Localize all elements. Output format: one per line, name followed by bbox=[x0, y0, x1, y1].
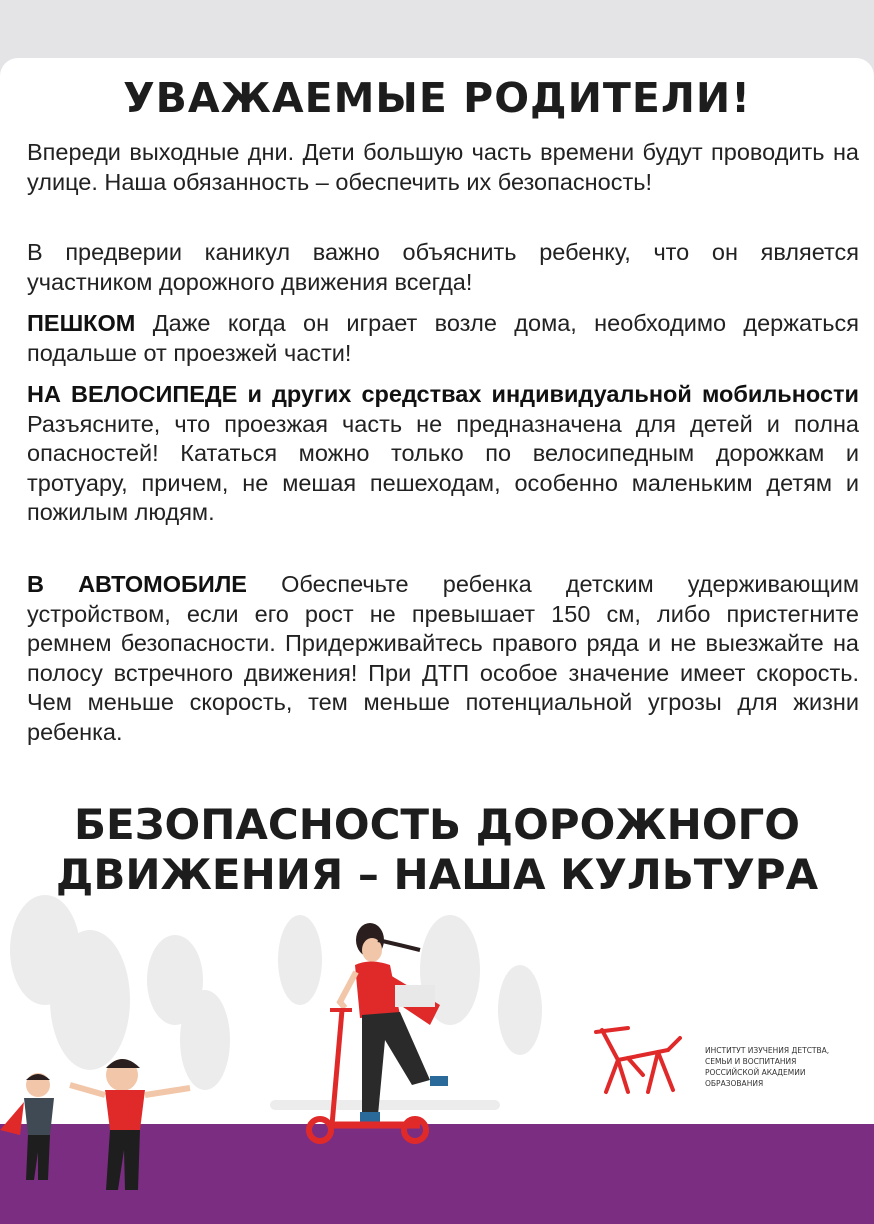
bicycle-text: Разъясните, что проезжая часть не предназначена для детей и полна опасностей! Кататься можно только по велосипедным дорожкам и тротуару, причем, не мешая пешеходам, особенно маленьким детям и пожилым людям. bbox=[27, 410, 859, 525]
paragraph-car bbox=[27, 570, 859, 747]
red-horse-logo-icon bbox=[588, 1020, 688, 1100]
boy-running-icon bbox=[0, 1073, 54, 1180]
organization-line-4: ОБРАЗОВАНИЯ bbox=[705, 1079, 764, 1088]
bicycle-heading: НА ВЕЛОСИПЕДЕ и других средствах индивидуальной мобильности bbox=[27, 381, 859, 407]
motto bbox=[0, 800, 874, 900]
motto-line-1: БЕЗОПАСНОСТЬ ДОРОЖНОГО bbox=[73, 800, 801, 849]
car-heading: В АВТОМОБИЛЕ bbox=[27, 571, 247, 597]
girl-running-icon bbox=[70, 1059, 190, 1190]
walking-heading: ПЕШКОМ bbox=[27, 310, 136, 336]
organization-name bbox=[705, 1045, 865, 1089]
organization-line-1: ИНСТИТУТ ИЗУЧЕНИЯ ДЕТСТВА, bbox=[705, 1046, 830, 1055]
paragraph-walking bbox=[27, 309, 859, 368]
organization-line-3: РОССИЙСКОЙ АКАДЕМИИ bbox=[705, 1068, 806, 1077]
motto-line-2: ДВИЖЕНИЯ – НАША КУЛЬТУРА bbox=[55, 850, 819, 899]
paragraph-intro: Впереди выходные дни. Дети большую часть времени будут проводить на улице. Наша обязанность – обеспечить их безопасность! bbox=[27, 139, 859, 195]
background-trees-icon bbox=[10, 895, 542, 1110]
poster-title: УВАЖАЕМЫЕ РОДИТЕЛИ! bbox=[123, 74, 751, 122]
paragraph-bicycle bbox=[27, 380, 859, 528]
organization-line-2: СЕМЬИ И ВОСПИТАНИЯ bbox=[705, 1057, 797, 1066]
car-text: Обеспечьте ребенка детским удерживающим устройством, если его рост не превышает 150 см, либо пристегните ремнем безопасности. Придерживайтесь правого ряда и не выезжайте на полосу встречного движения! При ДТП особое значение имеет скорость. Чем меньше скорость, тем меньше потенциальной угрозы для жизни ребенка. bbox=[27, 571, 859, 745]
walking-text: Даже когда он играет возле дома, необходимо держаться подальше от проезжей части! bbox=[27, 310, 859, 366]
paragraph-holidays: В предверии каникул важно объяснить ребенку, что он является участником дорожного движения всегда! bbox=[27, 239, 859, 295]
